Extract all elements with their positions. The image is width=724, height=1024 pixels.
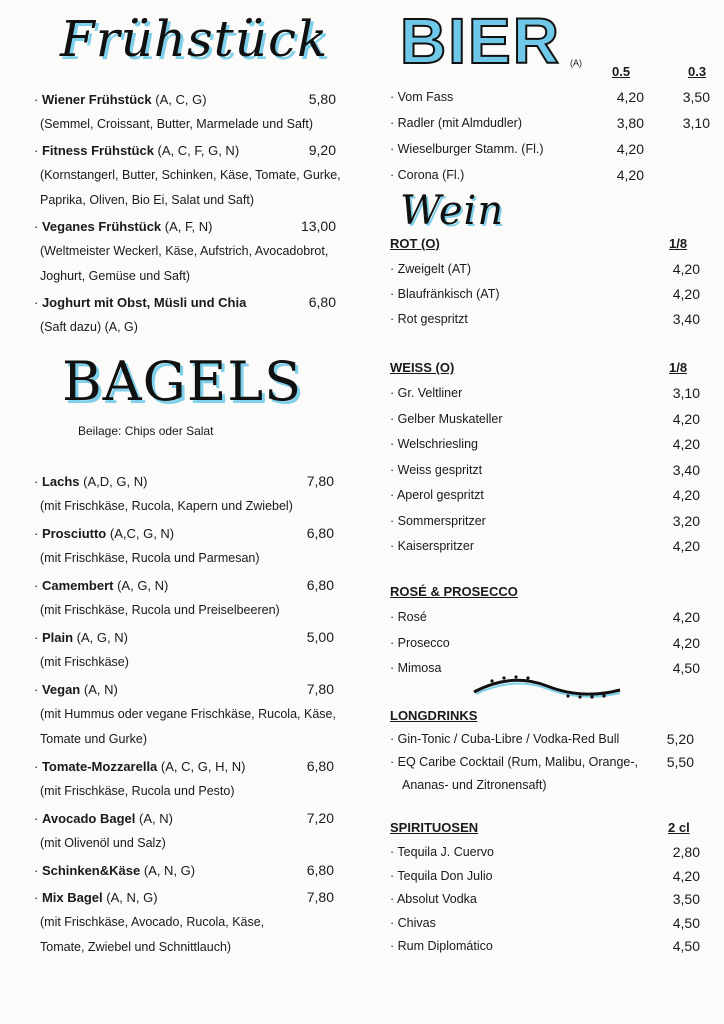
bagel-item (34, 759, 245, 775)
rot-item-name: · Rot gespritzt (390, 312, 468, 326)
fruehstueck-item-name: Veganes Frühstück (41, 219, 162, 234)
spirituosen-item-name: · Tequila J. Cuervo (390, 845, 494, 859)
bagel-item-price: 7,20 (306, 810, 334, 826)
bagel-item (34, 890, 158, 906)
bagel-item (34, 474, 147, 490)
longdrink-item-desc: Ananas- und Zitronensaft) (402, 778, 547, 792)
fruehstueck-item-allergens: (A, F, N) (161, 219, 213, 234)
bagel-item-allergens: (A, N) (135, 811, 173, 826)
bier-item-price-05: 4,20 (616, 89, 644, 105)
bagel-item-price: 6,80 (306, 862, 334, 878)
weiss-item-name: · Kaiserspritzer (390, 539, 475, 553)
bullet: · (34, 526, 42, 541)
bagel-item (34, 578, 168, 594)
spirituosen-item-price: 4,50 (672, 914, 700, 931)
spirituosen-item-name: · Tequila Don Julio (390, 868, 493, 883)
longdrink-item-name: · Gin-Tonic / Cuba-Libre / Vodka-Red Bull (390, 732, 620, 746)
bagel-item-desc: Tomate, Zwiebel und Schnittlauch) (40, 940, 232, 954)
weiss-item-price: 4,20 (672, 436, 700, 452)
weiss-size: 1/8 (669, 360, 688, 375)
rot-item-name: · Zweigelt (AT) (390, 262, 472, 276)
bagel-item-name: Plain (41, 630, 74, 645)
bagel-item-allergens: (A, N, G) (102, 890, 158, 905)
rot-item-name: · Blaufränkisch (AT) (390, 287, 500, 301)
fruehstueck-item-desc: (Saft dazu) (A, G) (40, 320, 138, 334)
weiss-item-name: · Aperol gespritzt (390, 488, 484, 502)
fruehstueck-item-price: 13,00 (300, 218, 336, 234)
spirituosen-size: 2 cl (668, 820, 690, 835)
bagel-item-desc: (mit Frischkäse, Rucola und Parmesan) (40, 551, 260, 565)
longdrink-item-price: 5,50 (666, 754, 694, 770)
bier-col-05: 0.5 (612, 64, 631, 79)
bagel-item-desc: (mit Frischkäse) (40, 655, 129, 669)
bullet: · (34, 474, 42, 489)
bagel-item-allergens: (A,C, G, N) (106, 526, 175, 541)
weiss-item-name: · Weiss gespritzt (390, 462, 483, 477)
fruehstueck-item-name: Joghurt mit Obst, Müsli und Chia (41, 295, 247, 310)
wave-decoration (472, 672, 622, 702)
bagel-item-desc: Tomate und Gurke) (40, 732, 147, 746)
fruehstueck-item-desc: Paprika, Oliven, Bio Ei, Salat und Saft) (40, 193, 254, 207)
fruehstueck-item-desc: (Weltmeister Weckerl, Käse, Aufstrich, Avocadobrot, (40, 244, 329, 258)
fruehstueck-item (34, 92, 207, 108)
bagel-item-price: 7,80 (306, 889, 334, 905)
weiss-item-price: 4,20 (672, 538, 700, 554)
bagel-item-name: Avocado Bagel (41, 811, 136, 826)
rot-item-price: 4,20 (672, 261, 700, 277)
fruehstueck-item-price: 9,20 (308, 142, 336, 158)
bagel-item-name: Lachs (41, 474, 80, 489)
bier-allergen-note: (A) (570, 58, 582, 68)
bagel-item-price: 6,80 (306, 525, 334, 541)
weiss-item-price: 3,10 (672, 385, 700, 401)
bullet: · (34, 682, 42, 697)
bagel-item (34, 630, 128, 646)
bagel-item-price: 6,80 (306, 758, 334, 774)
bier-item-price-05: 3,80 (616, 115, 644, 131)
bagel-item-price: 6,80 (306, 577, 334, 593)
rose-item-price: 4,50 (672, 660, 700, 676)
bullet: · (34, 143, 42, 158)
spirituosen-header: SPIRITUOSEN (390, 820, 479, 835)
bier-title: BIER (400, 5, 561, 77)
spirituosen-item-price: 4,20 (672, 867, 700, 884)
bagel-item (34, 863, 195, 879)
longdrink-item-name: · EQ Caribe Cocktail (Rum, Malibu, Orange-, (390, 755, 638, 769)
spirituosen-item-price: 4,50 (672, 938, 700, 954)
wein-title: Wein (400, 188, 505, 234)
bier-item-name: · Wieselburger Stamm. (Fl.) (390, 142, 544, 156)
bagel-item-name: Camembert (41, 578, 114, 593)
rot-item-price: 3,40 (672, 311, 700, 327)
fruehstueck-item-price: 6,80 (308, 294, 336, 310)
fruehstueck-item-allergens: (A, C, G) (151, 92, 207, 107)
bier-item-price-05: 4,20 (616, 141, 644, 157)
bagel-item-name: Vegan (41, 682, 81, 697)
bagel-item-allergens: (A, C, G, H, N) (157, 759, 246, 774)
bagel-item-allergens: (A, N) (80, 682, 118, 697)
rose-item-name: · Prosecco (390, 635, 450, 650)
bullet: · (34, 219, 42, 234)
bier-item-name: · Corona (Fl.) (390, 168, 465, 182)
bagel-item-name: Mix Bagel (41, 890, 103, 905)
fruehstueck-item-name: Fitness Frühstück (41, 143, 154, 158)
spirituosen-item-name: · Rum Diplomático (390, 939, 493, 953)
bullet: · (34, 630, 42, 645)
bagel-item-price: 7,80 (306, 473, 334, 489)
bullet: · (34, 759, 42, 774)
longdrink-item-price: 5,20 (666, 731, 694, 747)
rose-item-name: · Rosé (390, 610, 427, 624)
rot-size: 1/8 (669, 236, 688, 251)
rose-item-price: 4,20 (672, 634, 700, 651)
weiss-item-name: · Gr. Veltliner (390, 386, 463, 400)
bier-col-03: 0.3 (688, 64, 707, 79)
fruehstueck-item-price: 5,80 (308, 91, 336, 107)
bier-item-price-05: 4,20 (616, 167, 644, 183)
fruehstueck-item (34, 295, 246, 311)
bagels-side-note: Beilage: Chips oder Salat (78, 424, 214, 438)
fruehstueck-item-allergens: (A, C, F, G, N) (153, 143, 240, 158)
bier-item-name: · Vom Fass (390, 90, 454, 104)
fruehstueck-item (34, 219, 212, 235)
bagel-item-desc: (mit Frischkäse, Rucola und Pesto) (40, 784, 235, 798)
bagel-item-desc: (mit Hummus oder vegane Frischkäse, Rucola, Käse, (40, 707, 336, 721)
bagel-item-allergens: (A, G, N) (73, 630, 128, 645)
spirituosen-item-price: 3,50 (672, 891, 700, 907)
bagels-title: BAGELS (62, 350, 303, 413)
bier-item-name: · Radler (mit Almdudler) (390, 116, 522, 130)
spirituosen-item-price: 2,80 (672, 844, 700, 860)
bagel-item-desc: (mit Olivenöl und Salz) (40, 836, 166, 850)
rose-item-name: · Mimosa (390, 661, 442, 675)
bullet: · (34, 863, 42, 878)
fruehstueck-item-desc: Joghurt, Gemüse und Saft) (40, 269, 191, 283)
weiss-item-price: 3,40 (672, 461, 700, 478)
bagel-item-desc: (mit Frischkäse, Rucola und Preiselbeeren) (40, 603, 280, 617)
bagel-item-name: Prosciutto (41, 526, 107, 541)
fruehstueck-item-desc: (Semmel, Croissant, Butter, Marmelade und Saft) (40, 117, 314, 131)
longdrinks-header: LONGDRINKS (390, 708, 478, 723)
bullet: · (34, 295, 42, 310)
bagel-item (34, 811, 173, 827)
fruehstueck-title: Frühstück (60, 10, 329, 68)
bullet: · (34, 92, 42, 107)
bagel-item-price: 7,80 (306, 681, 334, 697)
weiss-item-price: 4,20 (672, 410, 700, 427)
bullet: · (34, 890, 42, 905)
fruehstueck-item (34, 143, 239, 159)
bagel-item-allergens: (A,D, G, N) (79, 474, 148, 489)
bullet: · (34, 578, 42, 593)
bagel-item-allergens: (A, G, N) (113, 578, 169, 593)
bagel-item-desc: (mit Frischkäse, Rucola, Kapern und Zwiebel) (40, 499, 293, 513)
spirituosen-item-name: · Absolut Vodka (390, 892, 477, 906)
weiss-item-price: 4,20 (672, 487, 700, 503)
bagel-item (34, 526, 174, 542)
weiss-item-name: · Welschriesling (390, 437, 478, 451)
bagel-item (34, 682, 118, 698)
weiss-item-name: · Gelber Muskateller (390, 411, 503, 426)
bagel-item-name: Schinken&Käse (41, 863, 141, 878)
bagel-item-price: 5,00 (306, 629, 334, 645)
fruehstueck-item-desc: (Kornstangerl, Butter, Schinken, Käse, Tomate, Gurke, (40, 168, 341, 182)
rot-item-price: 4,20 (672, 286, 700, 302)
bier-item-price-03: 3,50 (682, 89, 710, 105)
fruehstueck-item-name: Wiener Frühstück (41, 92, 152, 107)
bagel-item-allergens: (A, N, G) (140, 863, 196, 878)
weiss-item-name: · Sommerspritzer (390, 513, 486, 528)
weiss-header: WEISS (O) (390, 360, 455, 375)
bagel-item-name: Tomate-Mozzarella (41, 759, 158, 774)
weiss-item-price: 3,20 (672, 512, 700, 529)
rot-header: ROT (O) (390, 236, 440, 251)
bier-item-price-03: 3,10 (682, 115, 710, 131)
rose-item-price: 4,20 (672, 609, 700, 625)
bagel-item-desc: (mit Frischkäse, Avocado, Rucola, Käse, (40, 915, 265, 929)
bullet: · (34, 811, 42, 826)
rose-header: ROSÉ & PROSECCO (390, 584, 518, 599)
spirituosen-item-name: · Chivas (390, 915, 436, 930)
